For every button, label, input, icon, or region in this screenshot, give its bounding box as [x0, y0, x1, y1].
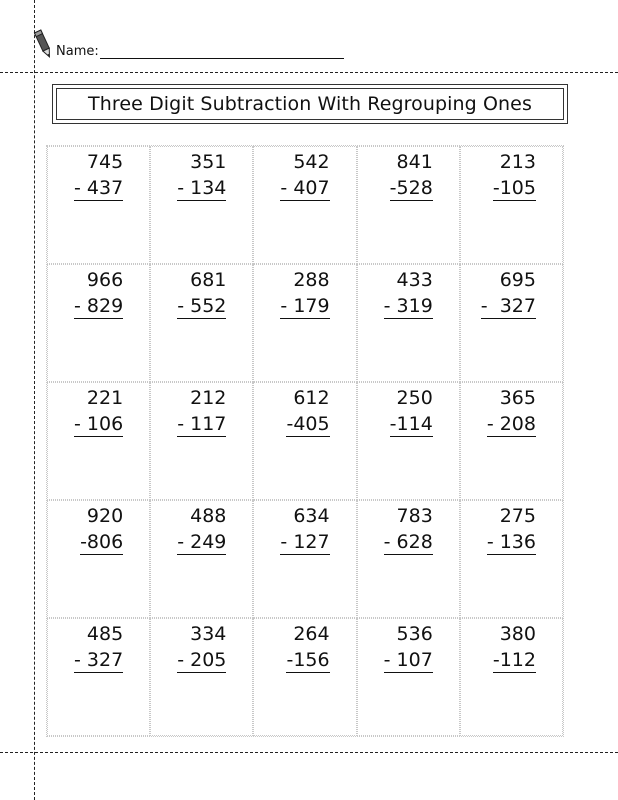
- subtrahend: - 407: [280, 177, 330, 199]
- minuend: 264: [293, 623, 330, 645]
- minuend: 783: [396, 505, 433, 527]
- minuend: 695: [499, 269, 536, 291]
- problem-cell[interactable]: [47, 146, 150, 264]
- title-frame: [52, 84, 568, 124]
- subtrahend: -105: [492, 177, 536, 199]
- subtrahend: - 829: [74, 295, 124, 317]
- subtrahend: - 327: [74, 649, 124, 671]
- minuend: 380: [499, 623, 536, 645]
- subtrahend: - 136: [486, 531, 536, 553]
- subtrahend: - 628: [383, 531, 433, 553]
- problem-cell[interactable]: [357, 500, 460, 618]
- problem-cell[interactable]: [357, 264, 460, 382]
- subtrahend: -528: [389, 177, 433, 199]
- subtraction-problem: [493, 621, 536, 673]
- problem-cell[interactable]: [253, 382, 356, 500]
- minuend: 485: [86, 623, 124, 645]
- subtraction-problem: [177, 385, 226, 437]
- problem-cell[interactable]: [460, 146, 563, 264]
- minuend: 365: [499, 387, 536, 409]
- subtrahend: -114: [389, 413, 433, 435]
- minuend: 841: [396, 151, 433, 173]
- subtraction-problem: [487, 503, 536, 555]
- subtrahend: -112: [492, 649, 536, 671]
- subtraction-problem: [286, 621, 329, 673]
- cut-line-top: [0, 72, 618, 73]
- problem-cell[interactable]: [357, 618, 460, 736]
- subtrahend: - 437: [74, 177, 124, 199]
- minuend: 212: [190, 387, 227, 409]
- problem-cell[interactable]: [460, 382, 563, 500]
- problem-cell[interactable]: [47, 264, 150, 382]
- minuend: 536: [396, 623, 433, 645]
- subtraction-problem: [74, 267, 123, 319]
- problem-cell[interactable]: [253, 146, 356, 264]
- problem-cell[interactable]: [460, 618, 563, 736]
- subtrahend: - 327: [480, 295, 536, 317]
- problem-cell[interactable]: [150, 264, 253, 382]
- minuend: 334: [190, 623, 227, 645]
- subtraction-problem: [487, 385, 536, 437]
- subtraction-problem: [74, 621, 123, 673]
- subtraction-problem: [384, 503, 433, 555]
- problem-cell[interactable]: [460, 500, 563, 618]
- minuend: 542: [293, 151, 330, 173]
- problem-cell[interactable]: [150, 500, 253, 618]
- minuend: 288: [293, 269, 330, 291]
- minuend: 213: [499, 151, 536, 173]
- subtrahend: - 127: [280, 531, 330, 553]
- name-write-line[interactable]: [100, 44, 344, 59]
- subtraction-problem: [177, 621, 226, 673]
- minuend: 681: [190, 269, 227, 291]
- problem-grid: [46, 145, 564, 737]
- minuend: 745: [86, 151, 124, 173]
- subtraction-problem: [390, 149, 433, 201]
- problem-cell[interactable]: [150, 382, 253, 500]
- problem-cell[interactable]: [47, 382, 150, 500]
- subtraction-problem: [177, 267, 226, 319]
- problem-cell[interactable]: [253, 264, 356, 382]
- subtrahend: - 107: [383, 649, 433, 671]
- minuend: 275: [499, 505, 536, 527]
- minuend: 250: [396, 387, 433, 409]
- subtraction-problem: [280, 149, 329, 201]
- minuend: 351: [190, 151, 227, 173]
- cut-line-vertical: [34, 0, 35, 800]
- minuend: 634: [293, 505, 330, 527]
- subtrahend: - 249: [177, 531, 227, 553]
- name-field[interactable]: [56, 44, 344, 59]
- subtraction-problem: [74, 149, 123, 201]
- subtraction-problem: [286, 385, 329, 437]
- subtrahend: - 205: [177, 649, 227, 671]
- subtraction-problem: [80, 503, 123, 555]
- minuend: 920: [86, 505, 124, 527]
- subtraction-problem: [280, 503, 329, 555]
- name-label: Name:: [56, 44, 99, 59]
- problem-cell[interactable]: [253, 618, 356, 736]
- subtraction-problem: [74, 385, 123, 437]
- subtrahend: - 319: [383, 295, 433, 317]
- cut-line-bottom: [0, 752, 618, 753]
- subtraction-problem: [384, 267, 433, 319]
- subtraction-problem: [384, 621, 433, 673]
- subtraction-problem: [481, 267, 536, 319]
- subtrahend: -806: [80, 531, 124, 553]
- minuend: 966: [86, 269, 124, 291]
- subtrahend: -156: [286, 649, 330, 671]
- problem-cell[interactable]: [47, 500, 150, 618]
- problem-cell[interactable]: [150, 146, 253, 264]
- problem-cell[interactable]: [150, 618, 253, 736]
- pencil-icon: [32, 28, 56, 60]
- subtrahend: - 106: [74, 413, 124, 435]
- subtrahend: -405: [286, 413, 330, 435]
- problem-cell[interactable]: [357, 382, 460, 500]
- problem-cell[interactable]: [253, 500, 356, 618]
- subtrahend: - 117: [177, 413, 227, 435]
- worksheet-title: Three Digit Subtraction With Regrouping Ones: [56, 88, 564, 120]
- subtrahend: - 134: [177, 177, 227, 199]
- subtrahend: - 552: [177, 295, 227, 317]
- subtraction-problem: [493, 149, 536, 201]
- minuend: 433: [396, 269, 433, 291]
- subtrahend: - 179: [280, 295, 330, 317]
- minuend: 221: [86, 387, 124, 409]
- problem-cell[interactable]: [357, 146, 460, 264]
- subtraction-problem: [280, 267, 329, 319]
- subtraction-problem: [177, 503, 226, 555]
- minuend: 612: [293, 387, 330, 409]
- problem-cell[interactable]: [47, 618, 150, 736]
- minuend: 488: [190, 505, 227, 527]
- problem-cell[interactable]: [460, 264, 563, 382]
- subtrahend: - 208: [486, 413, 536, 435]
- subtraction-problem: [390, 385, 433, 437]
- subtraction-problem: [177, 149, 226, 201]
